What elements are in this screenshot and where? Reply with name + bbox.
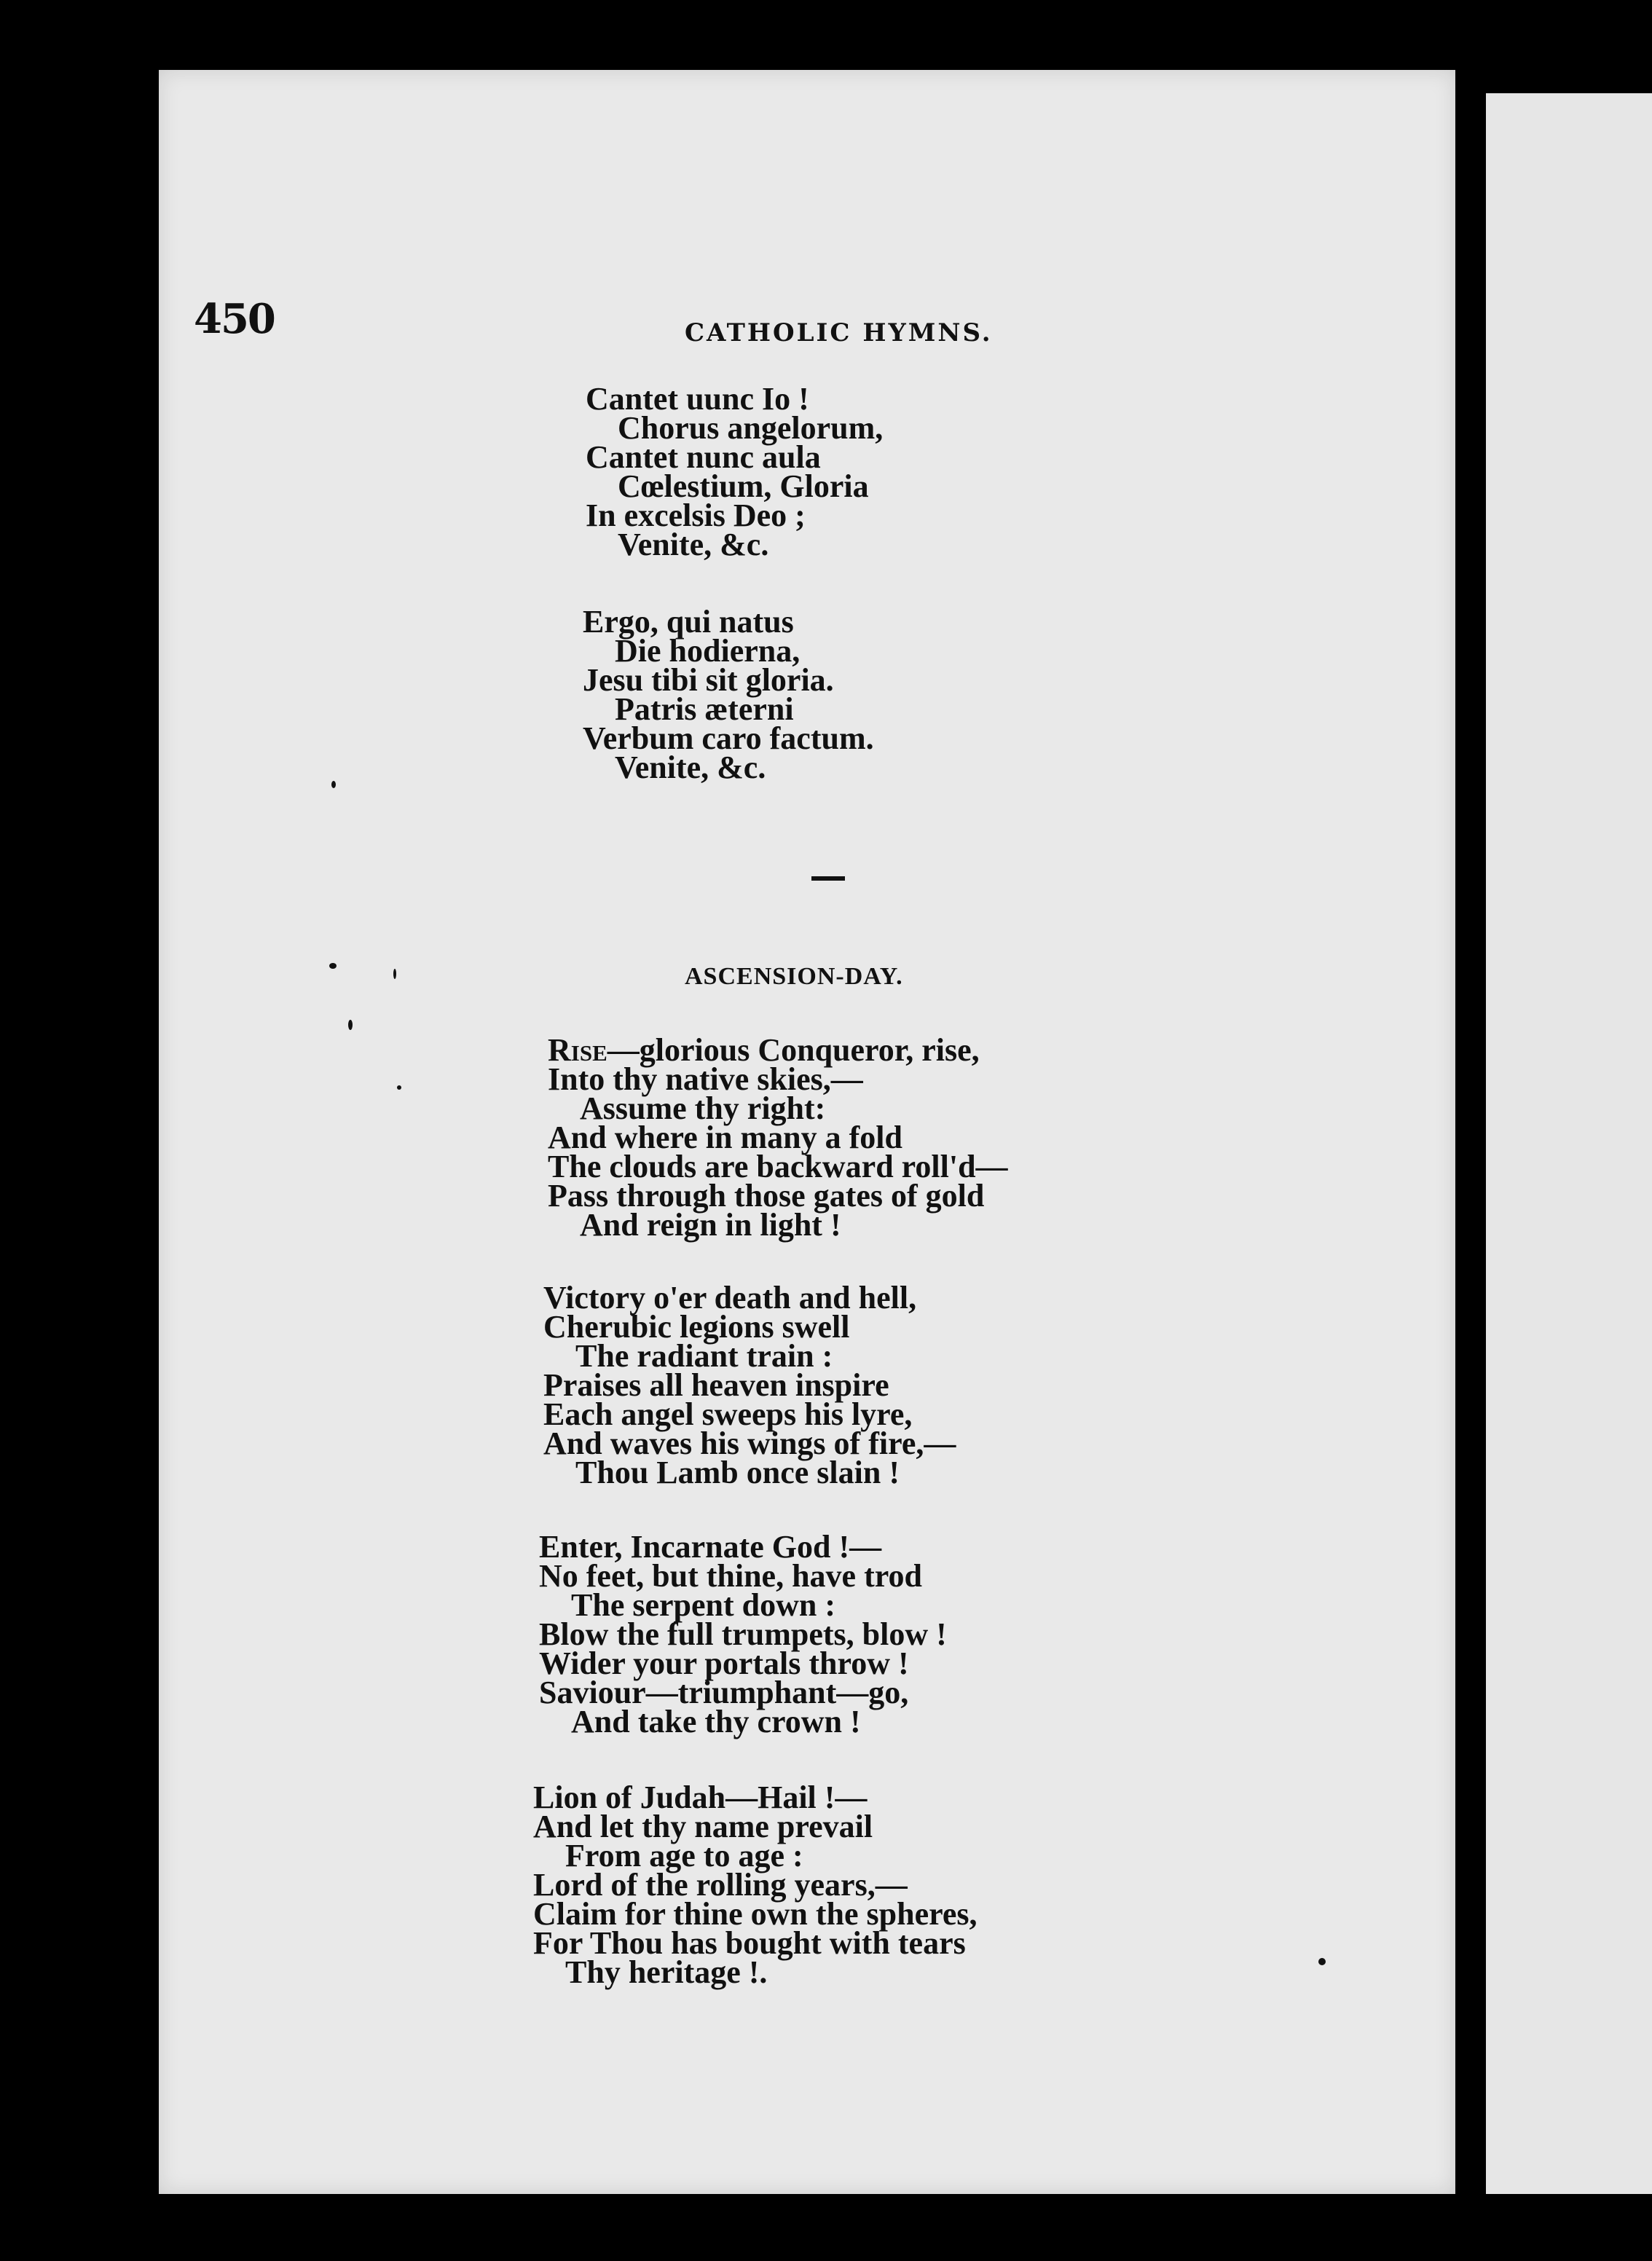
verse-line: Enter, Incarnate God !— (539, 1529, 882, 1565)
facing-page-edge (1486, 93, 1652, 2194)
section-divider (811, 876, 845, 881)
verse-line: Cantet nunc aula (586, 439, 821, 475)
verse-line: Assume thy right: (580, 1090, 826, 1126)
verse-line: Victory o'er death and hell, (543, 1280, 917, 1316)
ascension-stanza-3 (539, 1529, 947, 1739)
verse-line: Cantet uunc Io ! (586, 381, 809, 417)
verse-line: The serpent down : (571, 1587, 836, 1623)
verse-line: Venite, &c. (615, 750, 766, 785)
scan-speck (397, 1085, 401, 1090)
verse-line: And let thy name prevail (533, 1809, 873, 1844)
first-word: Rise (548, 1032, 607, 1068)
verse-line: Lion of Judah—Hail !— (533, 1780, 868, 1815)
verse-line: Cœlestium, Gloria (618, 468, 869, 504)
running-head: CATHOLIC HYMNS. (685, 318, 993, 347)
verse-line: And waves his wings of fire,— (543, 1426, 956, 1461)
verse-line: Into thy native skies,— (548, 1061, 863, 1097)
verse-line: Blow the full trumpets, blow ! (539, 1616, 947, 1652)
verse-line: And where in many a fold (548, 1120, 902, 1155)
hymn-end-stanza-1 (586, 381, 884, 562)
verse-line: Wider your portals throw ! (539, 1645, 909, 1681)
verse-line: For Thou has bought with tears (533, 1925, 966, 1961)
verse-line: And take thy crown ! (571, 1704, 861, 1739)
scan-speck (393, 969, 396, 979)
verse-line: Pass through those gates of gold (548, 1178, 985, 1214)
verse-line: Ergo, qui natus (583, 604, 794, 640)
verse-line: Cherubic legions swell (543, 1309, 850, 1345)
ascension-stanza-2 (543, 1280, 956, 1490)
verse-line: Thy heritage !. (565, 1954, 768, 1990)
verse-line: And reign in light ! (580, 1207, 841, 1243)
verse-line: Jesu tibi sit gloria. (583, 662, 834, 698)
verse-line-text: —glorious Conqueror, rise, (607, 1032, 980, 1068)
verse-line: Lord of the rolling years,— (533, 1867, 908, 1903)
verse-line: The radiant train : (575, 1338, 833, 1374)
verse-line: Die hodierna, (615, 633, 801, 669)
verse-line: Saviour—triumphant—go, (539, 1675, 909, 1710)
verse-line: Each angel sweeps his lyre, (543, 1396, 913, 1432)
page-number: 450 (194, 295, 275, 343)
scan-speck (348, 1020, 353, 1030)
verse-line: No feet, but thine, have trod (539, 1558, 922, 1594)
hymn-title: ASCENSION-DAY. (685, 963, 903, 990)
verse-line: Thou Lamb once slain ! (575, 1455, 900, 1490)
verse-line: In excelsis Deo ; (586, 498, 806, 533)
verse-line: Claim for thine own the spheres, (533, 1896, 978, 1932)
scan-speck (331, 781, 336, 788)
ascension-stanza-1 (548, 1032, 1008, 1243)
hymn-end-stanza-2 (583, 604, 874, 785)
scan-speck (329, 963, 337, 969)
verse-line (548, 1032, 1008, 1068)
verse-line: The clouds are backward roll'd— (548, 1149, 1008, 1184)
verse-line: Verbum caro factum. (583, 720, 874, 756)
verse-line: From age to age : (565, 1838, 803, 1873)
verse-line: Praises all heaven inspire (543, 1367, 889, 1403)
verse-line: Venite, &c. (618, 527, 769, 562)
scan-speck (1318, 1958, 1326, 1965)
verse-line: Chorus angelorum, (618, 410, 884, 446)
ascension-stanza-4 (533, 1780, 978, 1990)
verse-line: Patris æterni (615, 691, 794, 727)
